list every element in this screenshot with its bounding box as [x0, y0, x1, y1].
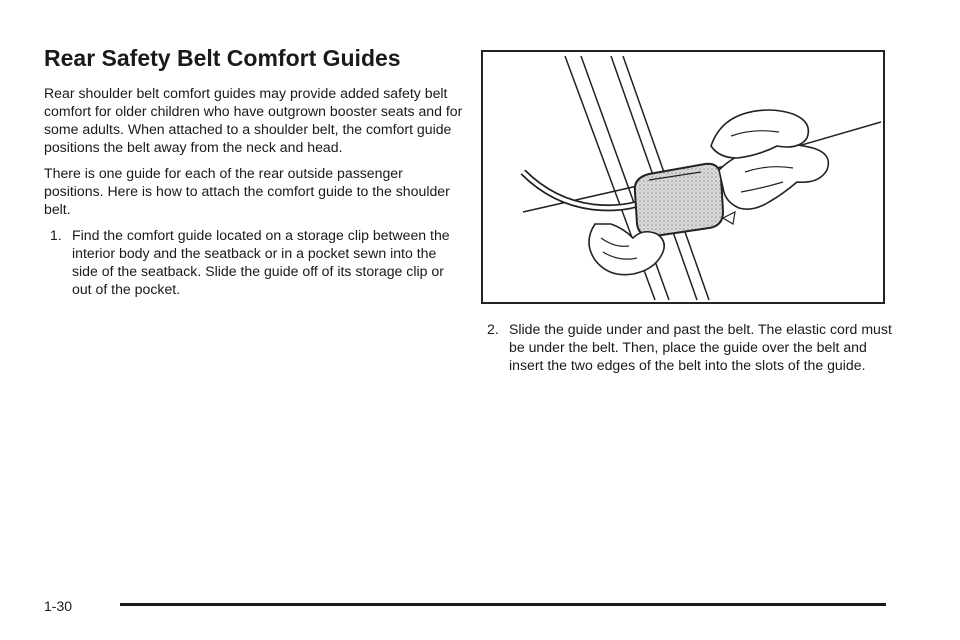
left-column: [44, 84, 464, 298]
step-1-number: 1.: [50, 227, 62, 243]
step-2-text: Slide the guide under and past the belt. The elastic cord must be under the belt. Then, place the guide over the belt and insert the two edges of the belt into the slots of the guide.: [509, 321, 892, 373]
page-number: 1-30: [44, 598, 73, 614]
step-2-number: 2.: [487, 321, 499, 337]
step-1-text: Find the comfort guide located on a storage clip between the interior body and the seatback or in a pocket sewn into the side of the seatback. Slide the guide off of its storage clip or out of the pocket.: [72, 227, 450, 297]
step-1: [50, 226, 464, 298]
intro-paragraph-2: There is one guide for each of the rear outside passenger positions. Here is how to attach the comfort guide to the shoulder belt.: [44, 165, 450, 217]
right-column: [481, 320, 901, 374]
thumb-nail-shape: [723, 212, 735, 224]
comfort-guide-shape: [635, 164, 723, 237]
comfort-guide-illustration: [481, 50, 885, 304]
footer-rule: [120, 603, 886, 606]
step-2: [487, 320, 901, 374]
intro-paragraph-1: Rear shoulder belt comfort guides may provide added safety belt comfort for older children who have outgrown booster seats and for some adults. When attached to a shoulder belt, the comfort guide positions the belt away from the neck and head.: [44, 85, 463, 155]
section-title: Rear Safety Belt Comfort Guides: [44, 45, 401, 71]
